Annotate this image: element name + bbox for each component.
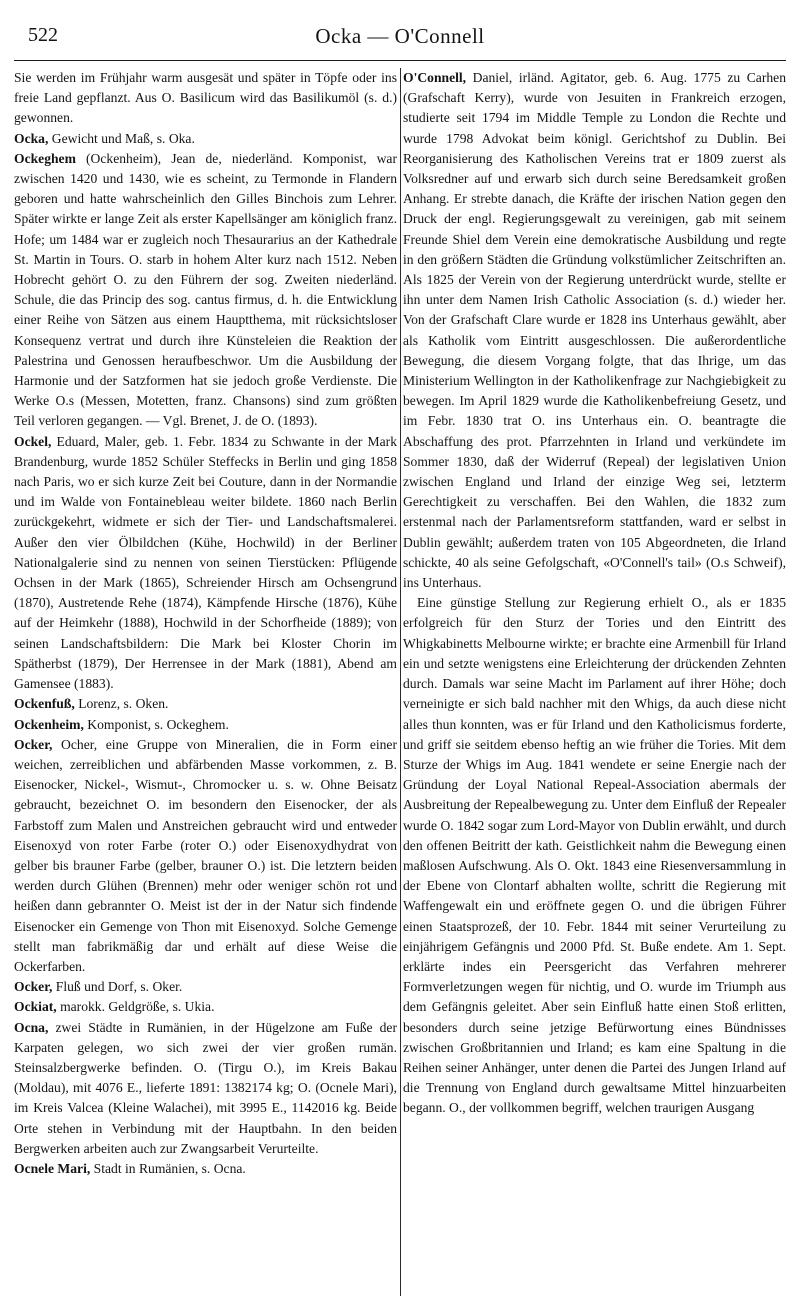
entry-headword: Ockiat, (14, 999, 57, 1015)
dictionary-entry (14, 977, 397, 997)
dictionary-entry (403, 593, 786, 1118)
dictionary-entry (14, 694, 397, 714)
entry-text: Lorenz, s. Oken. (74, 696, 169, 712)
entry-headword: Ockenheim, (14, 716, 84, 732)
right-column (403, 68, 786, 1296)
dictionary-entry (14, 432, 397, 695)
dictionary-entry (14, 1018, 397, 1159)
entry-headword: Ockel, (14, 433, 52, 449)
entry-headword: O'Connell, (403, 70, 467, 85)
entry-headword: Ocna, (14, 1019, 49, 1035)
entry-text: (Ockenheim), Jean de, niederländ. Komponist, war zwischen 1420 und 1430, wie es scheint, zu Termonde in Flandern geboren und hatte wahrscheinlich den Gilles Binchois zum Lehrer. Später wirkte er lange Zeit als erster Kapellsänger am königlich franz. Hofe; um 1484 war er zugleich noch Thesaurarius an der Kathedrale St. Martin in Tours. O. starb in hohem Alter kurz nach 1512. Neben Hobrecht gehört O. zu den Führern der sog. Zweiten niederländ. Schule, die das Princip des sog. cantus firmus, d. h. die Entwicklung einer Reihe von Sätzen aus einem Hauptthema, mit rücksichtsloser Konsequenz vertrat und durch ihre Künsteleien die Reaktion der Palestrina und Genossen heraufbeschwor. Um die Ausbildung der Harmonie und der Satzformen hat sie jedoch große Verdienste. Die Werke O.s (Messen, Motetten, franz. Chansons) sind zum größten Teil verloren gegangen. — Vgl. Brenet, J. de O. (1893). (14, 150, 397, 429)
entry-text: Fluß und Dorf, s. Oker. (52, 979, 183, 995)
entry-headword: Ockenfuß, (14, 696, 75, 712)
dictionary-entry (14, 997, 397, 1017)
entry-text: marokk. Geldgröße, s. Ukia. (56, 999, 215, 1015)
entry-text: Sie werden im Frühjahr warm ausgesät und später in Töpfe oder ins freie Land gepflanzt. Aus O. Basilicum wird das Basilikumöl (s. d.) gewonnen. (14, 70, 397, 126)
entry-headword: Ocnele Mari, (14, 1160, 91, 1176)
left-column (14, 68, 397, 1296)
dictionary-entry (14, 715, 397, 735)
entry-headword: Ocker, (14, 979, 53, 995)
page-header (14, 16, 786, 61)
entry-text: Eine günstige Stellung zur Regierung erhielt O., als er 1835 erfolgreich für den Sturz der Tories und den Eintritt des Whigkabinetts Melbourne wirkte; er brachte eine Armenbill für Irland ein und setzte wenigstens eine Erleichterung der drückenden Zehnten durch. Damals war seine Macht im Parlament auf ihrer Höhe; doch verneinigte er sich bald nachher mit den Whigs, da auch diese nicht alles thun konnten, was er für Irland und den Katholicismus forderte, und griff sie seitdem ebenso heftig an wie früher die Tories. Mit dem Sturze der Whigs im Aug. 1841 wendete er seine Energie nach der Gründung der Loyal National Repeal-Association abermals der Ausbreitung der Repealbewegung zu. Unter dem Einfluß der Repealer wurde O. 1842 sogar zum Lord-Mayor von Dublin erwählt, und durch den offenen Beitritt der kath. Geistlichkeit nahm die Bewegung einen maßlosen Aufschwung. Als O. Okt. 1843 eine Riesenversammlung in der Ebene von Clontarf abhalten wollte, schritt die Regierung mit Waffengewalt ein und eröffnete gegen O. und die übrigen Führer einen Staatsprozeß, der 10. Febr. 1844 mit seiner Verurteilung zu einjährigem Gefängnis und 2000 Pfd. St. Buße endete. Am 1. Sept. erklärte indes ein Peersgericht das Verfahren mehrerer Formverletzungen wegen für nichtig, und O. wurde im Triumph aus dem Gefängnis geleitet. Aber sein Einfluß hatte einen Stoß erlitten, besonders durch seine jetzige Befürwortung eines Bündnisses zwischen Großbritannien und Irland; es kam eine Spaltung in die Reihen seiner Anhänger, unter denen die Partei des Jungen Irland auf die Trennung von England durch gewaltsame Mittel hinzuarbeiten begann. O., der vollkommen begriff, welchen traurigen Ausgang (403, 595, 786, 1116)
entry-headword: Ockeghem (14, 150, 76, 166)
entry-text: Komponist, s. Ockeghem. (83, 716, 229, 732)
entry-text: Gewicht und Maß, s. Oka. (48, 130, 195, 146)
dictionary-entry (14, 129, 397, 149)
entry-headword: Ocker, (14, 736, 53, 752)
dictionary-page (14, 16, 786, 1296)
dictionary-entry (14, 735, 397, 977)
entry-text: Stadt in Rumänien, s. Ocna. (90, 1160, 246, 1176)
column-divider (400, 68, 401, 1296)
dictionary-entry (403, 68, 786, 593)
entry-text: Daniel, irländ. Agitator, geb. 6. Aug. 1775 zu Carhen (Grafschaft Kerry), wurde von Jesuiten in Frankreich erzogen, studierte seit 1794 im Middle Temple zu London die Rechte und wurde 1798 Advokat beim königl. Gerichtshof zu Dublin. Bei Reorganisierung des Katholischen Vereins trat er 1809 zuerst als Volksredner auf und erwarb sich durch seine Beredsamkeit großen Anhang. Er strebte danach, die Kräfte der irischen Nation gegen den Druck der engl. Regierungsgewalt zu vereinigen, gab mit seinem Freunde Shiel dem Verein eine demokratische Ausbildung und regte in den größern Städten die Gründung volkstümlicher Zeitschriften an. Als 1825 der Verein von der Regierung unterdrückt wurde, stellte er ihn unter dem Namen Irish Catholic Association (s. d.) wieder her. Von der Grafschaft Clare wurde er 1828 ins Unterhaus gewählt, aber als Katholik vom Eintritt ausgeschlossen. Die außerordentliche Bewegung, die diesem Vorgang folgte, that das Ihrige, um das Ministerium Wellington in der Katholikenfrage zur Nachgiebigkeit zu bewegen. Im April 1829 wurde die Katholikenbefreiung Gesetz, und im Febr. 1830 trat O. ins Unterhaus ein. O. beantragte die Abschaffung des prot. Pfarrzehnten in Irland und verkündete im Sommer 1830, daß der Widerruf (Repeal) der legislativen Union zwischen England und Irland der einzige Weg sei, letzterm Gerechtigkeit zu verschaffen. Bei den Wahlen, die 1832 zum erstenmal nach der Parlamentsreform stattfanden, ward er selbst in Dublin gewählt; außerdem traten von 105 Abgeordneten, die Irland schickte, 40 als seine Gefolgschaft, «O'Connell's tail» (O.s Schweif), ins Unterhaus. (403, 70, 786, 591)
page-number: 522 (28, 24, 58, 46)
running-title: Ocka — O'Connell (315, 24, 485, 48)
text-columns (14, 68, 786, 1296)
dictionary-entry (14, 149, 397, 432)
entry-headword: Ocka, (14, 130, 49, 146)
entry-text: Eduard, Maler, geb. 1. Febr. 1834 zu Schwante in der Mark Brandenburg, wurde 1852 Schüler Steffecks in Berlin und ging 1858 nach Paris, wo er sich kurze Zeit bei Couture, dann in der Normandie und im Walde von Fontainebleau weiter bildete. 1860 nach Berlin zurückgekehrt, widmete er sich der Tier- und Landschaftsmalerei. Außer den vier Ölbildchen (Kühe, Hochwild) in der Berliner Nationalgalerie sind zu nennen von seinen Tierstücken: Pflügende Ochsen in der Mark (1865), Schreiender Hirsch am Ochsengrund (1870), Austretende Rehe (1874), Kämpfende Hirsche (1876), Kühe auf der Heimkehr (1888), Hochwild in der Schorfheide (1889); von seinen Landschaftsbildern: Die Mark bei Kloster Chorin im Spätherbst (1879), Der Herrensee in der Mark (1881), Abend am Gamensee (1883). (14, 433, 397, 692)
dictionary-entry (14, 68, 397, 129)
dictionary-entry (14, 1159, 397, 1179)
entry-text: zwei Städte in Rumänien, in der Hügelzone am Fuße der Karpaten gelegen, wo sich zwei der vier großen rumän. Steinsalzbergwerke befinden. O. (Tirgu O.), im Kreis Bakau (Moldau), mit 4076 E., lieferte 1891: 1382174 kg; O. (Ocnele Mari), im Kreis Valcea (Kleine Walachei), mit 3995 E., 1142016 kg. Beide Orte stehen in Verbindung mit der Hauptbahn. In den beiden Bergwerken arbeiten auch zur Zwangsarbeit Verurteilte. (14, 1019, 397, 1156)
entry-text: Ocher, eine Gruppe von Mineralien, die in Form einer weichen, zerreiblichen und abfärbenden Masse vorkommen, z. B. Eisenocker, Nickel-, Wismut-, Chromocker u. s. w. Ohne Beisatz gebraucht, bezeichnet O. im besondern den Eisenocker, der als Farbstoff zum Malen und Anstreichen gebraucht wird und entweder Eisenoxyd von roter Farbe (roter O.) oder Eisenoxydhydrat von gelber bis brauner Farbe (gelber, brauner O.) ist. Die letztern beiden werden durch Glühen (Brennen) mehr oder weniger schön rot und heißen dann gebrannter O. Meist ist der in der Natur sich findende Eisenocker ein Gemenge von Thon mit Eisenoxyd. Solche Gemenge stellt man fabrikmäßig dar und erhält auf diese Weise die Ockerfarben. (14, 736, 397, 974)
